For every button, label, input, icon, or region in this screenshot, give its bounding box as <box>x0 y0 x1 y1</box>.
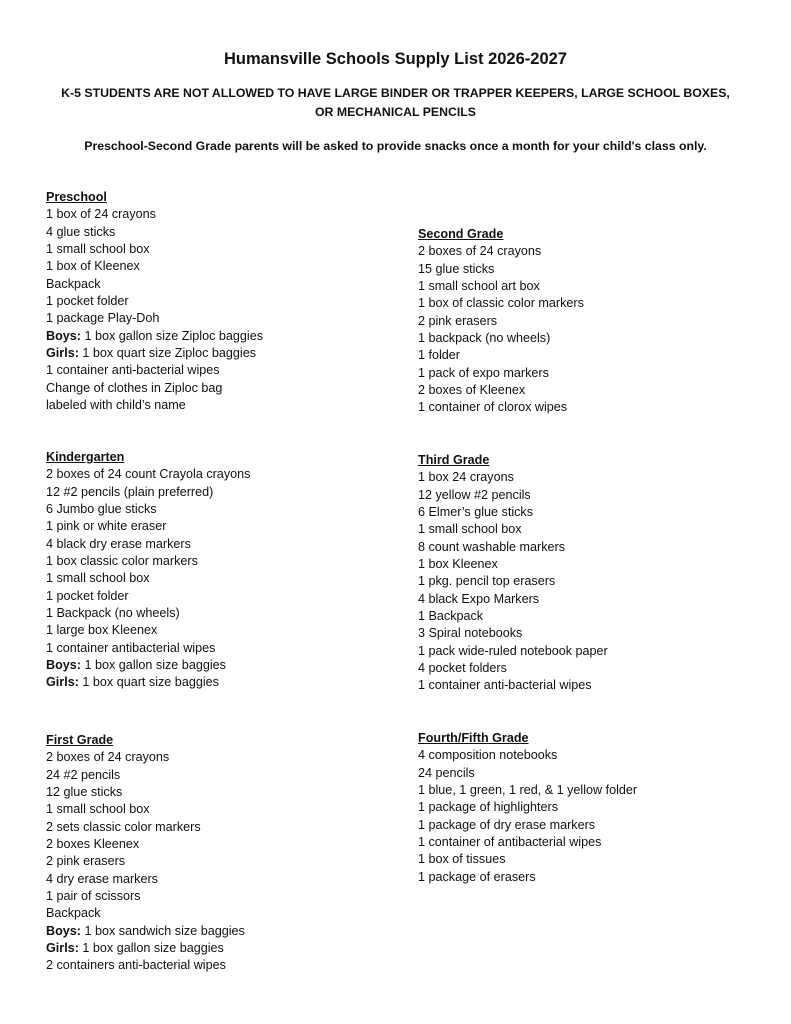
item-text: labeled with child’s name <box>46 398 186 413</box>
restriction-notice: K-5 STUDENTS ARE NOT ALLOWED TO HAVE LARGE BINDER OR TRAPPER KEEPERS, LARGE SCHOOL BOXES, OR MECHANICAL PENCILS <box>61 86 730 119</box>
item-text: 1 package Play-Doh <box>46 311 160 326</box>
section-first-grade <box>46 732 406 975</box>
list-item <box>46 466 406 483</box>
item-text: 2 boxes of 24 crayons <box>46 750 170 765</box>
snack-note: Preschool-Second Grade parents will be asked to provide snacks once a month for your child's class only. <box>84 139 707 153</box>
item-text: 1 pocket folder <box>46 294 129 309</box>
item-text: 1 pack wide-ruled notebook paper <box>418 643 608 658</box>
supply-list <box>46 206 406 414</box>
list-item <box>418 677 778 694</box>
item-text: 1 small school box <box>46 571 150 586</box>
section-title: Kindergarten <box>46 450 125 464</box>
section-title: Preschool <box>46 190 107 204</box>
list-item <box>46 518 406 535</box>
list-item <box>418 487 778 504</box>
list-item <box>418 469 778 486</box>
list-item <box>46 397 406 414</box>
list-item <box>418 782 778 799</box>
item-text: 4 black Expo Markers <box>418 591 540 606</box>
item-text: 24 pencils <box>418 765 475 780</box>
item-text: 1 box 24 crayons <box>418 470 514 485</box>
list-item <box>46 501 406 518</box>
list-item <box>46 241 406 258</box>
list-item <box>418 556 778 573</box>
item-text: 4 composition notebooks <box>418 748 558 763</box>
list-item <box>418 747 778 764</box>
item-text: 3 Spiral notebooks <box>418 626 523 641</box>
list-item <box>418 261 778 278</box>
item-text: 1 box sandwich size baggies <box>81 923 245 938</box>
item-text: 1 container of antibacterial wipes <box>418 835 602 850</box>
item-prefix: Boys: <box>46 328 81 343</box>
item-prefix: Boys: <box>46 923 81 938</box>
list-item <box>46 888 406 905</box>
supply-list <box>46 749 406 974</box>
list-item <box>418 643 778 660</box>
item-prefix: Girls: <box>46 346 79 361</box>
item-text: Change of clothes in Ziploc bag <box>46 380 223 395</box>
list-item <box>418 365 778 382</box>
list-item <box>46 784 406 801</box>
item-text: 6 Elmer’s glue sticks <box>418 505 534 520</box>
list-item <box>418 660 778 677</box>
list-item <box>46 553 406 570</box>
list-item <box>46 674 406 691</box>
list-item <box>46 588 406 605</box>
item-text: 4 dry erase markers <box>46 871 158 886</box>
list-item <box>418 625 778 642</box>
item-text: 1 box classic color markers <box>46 554 198 569</box>
item-text: 2 containers anti-bacterial wipes <box>46 958 226 973</box>
item-text: 1 box quart size Ziploc baggies <box>78 346 257 361</box>
item-text: 2 pink erasers <box>418 313 498 328</box>
item-text: Backpack <box>46 276 101 291</box>
list-item <box>46 923 406 940</box>
item-text: 2 sets classic color markers <box>46 819 201 834</box>
item-text: 2 boxes of 24 count Crayola crayons <box>46 467 251 482</box>
list-item <box>46 570 406 587</box>
list-item <box>418 521 778 538</box>
list-item <box>46 905 406 922</box>
item-text: 2 boxes of Kleenex <box>418 383 526 398</box>
section-kindergarten <box>46 449 406 692</box>
item-text: 1 container antibacterial wipes <box>46 640 216 655</box>
item-text: 12 #2 pencils (plain preferred) <box>46 484 214 499</box>
item-text: 4 glue sticks <box>46 224 116 239</box>
item-text: 24 #2 pencils <box>46 767 121 782</box>
list-item <box>418 539 778 556</box>
supply-list <box>418 243 778 416</box>
supply-list <box>418 469 778 694</box>
list-item <box>418 399 778 416</box>
supply-list <box>46 466 406 691</box>
list-item <box>46 767 406 784</box>
item-text: 4 pocket folders <box>418 661 507 676</box>
list-item <box>418 817 778 834</box>
item-text: 1 box gallon size baggies <box>78 941 224 956</box>
item-text: 6 Jumbo glue sticks <box>46 502 157 517</box>
item-text: 2 boxes Kleenex <box>46 837 140 852</box>
item-text: 12 yellow #2 pencils <box>418 487 531 502</box>
list-item <box>46 310 406 327</box>
item-text: 1 small school art box <box>418 279 540 294</box>
item-text: 1 box of tissues <box>418 852 506 867</box>
section-preschool <box>46 189 406 414</box>
list-item <box>46 345 406 362</box>
item-text: 1 backpack (no wheels) <box>418 331 551 346</box>
list-item <box>46 276 406 293</box>
item-text: 1 box of classic color markers <box>418 296 584 311</box>
list-item <box>46 657 406 674</box>
list-item <box>418 799 778 816</box>
item-text: Backpack <box>46 906 101 921</box>
item-text: 2 boxes of 24 crayons <box>418 244 542 259</box>
item-text: 1 large box Kleenex <box>46 623 158 638</box>
item-text: 1 pocket folder <box>46 588 129 603</box>
list-item <box>46 206 406 223</box>
list-item <box>418 382 778 399</box>
item-text: 1 blue, 1 green, 1 red, & 1 yellow folder <box>418 783 638 798</box>
list-item <box>46 640 406 657</box>
list-item <box>46 380 406 397</box>
list-item <box>418 295 778 312</box>
item-text: 1 pink or white eraser <box>46 519 167 534</box>
section-title: Third Grade <box>418 453 490 467</box>
list-item <box>418 608 778 625</box>
list-item <box>418 834 778 851</box>
list-item <box>46 871 406 888</box>
item-text: 1 pack of expo markers <box>418 365 549 380</box>
item-text: 12 glue sticks <box>46 785 123 800</box>
list-item <box>418 278 778 295</box>
list-item <box>418 591 778 608</box>
item-text: 1 box gallon size Ziploc baggies <box>81 328 264 343</box>
list-item <box>46 801 406 818</box>
list-item <box>46 605 406 622</box>
list-item <box>46 536 406 553</box>
list-item <box>418 869 778 886</box>
item-text: 1 small school box <box>46 802 150 817</box>
section-title: First Grade <box>46 733 114 747</box>
list-item <box>46 749 406 766</box>
list-item <box>46 940 406 957</box>
page-title: Humansville Schools Supply List 2026-2027 <box>224 50 567 68</box>
item-text: 1 Backpack (no wheels) <box>46 606 180 621</box>
list-item <box>46 819 406 836</box>
section-second-grade <box>418 226 778 417</box>
list-item <box>46 328 406 345</box>
item-text: 1 package of erasers <box>418 869 536 884</box>
item-prefix: Girls: <box>46 675 79 690</box>
item-text: 1 folder <box>418 348 461 363</box>
item-text: 1 package of highlighters <box>418 800 559 815</box>
item-text: 1 box gallon size baggies <box>81 658 226 673</box>
list-item <box>418 765 778 782</box>
item-prefix: Boys: <box>46 658 81 673</box>
supply-list <box>418 747 778 886</box>
item-text: 1 container of clorox wipes <box>418 400 568 415</box>
list-item <box>46 362 406 379</box>
item-prefix: Girls: <box>46 941 79 956</box>
list-item <box>46 853 406 870</box>
item-text: 8 count washable markers <box>418 539 565 554</box>
list-item <box>418 347 778 364</box>
item-text: 1 box quart size baggies <box>78 675 219 690</box>
item-text: 1 pair of scissors <box>46 889 141 904</box>
item-text: 1 Backpack <box>418 609 484 624</box>
item-text: 4 black dry erase markers <box>46 536 191 551</box>
list-item <box>46 836 406 853</box>
list-item <box>46 258 406 275</box>
item-text: 1 box of 24 crayons <box>46 207 156 222</box>
list-item <box>46 484 406 501</box>
list-item <box>46 293 406 310</box>
item-text: 1 pkg. pencil top erasers <box>418 574 556 589</box>
item-text: 1 small school box <box>418 522 522 537</box>
item-text: 1 box Kleenex <box>418 557 498 572</box>
list-item <box>418 851 778 868</box>
list-item <box>46 622 406 639</box>
section-title: Fourth/Fifth Grade <box>418 731 529 745</box>
section-fourth-fifth-grade <box>418 730 778 886</box>
section-title: Second Grade <box>418 227 504 241</box>
list-item <box>46 957 406 974</box>
list-item <box>418 504 778 521</box>
list-item <box>418 243 778 260</box>
item-text: 1 container anti-bacterial wipes <box>46 363 220 378</box>
item-text: 1 box of Kleenex <box>46 259 140 274</box>
list-item <box>418 313 778 330</box>
item-text: 2 pink erasers <box>46 854 126 869</box>
list-item <box>46 224 406 241</box>
item-text: 1 small school box <box>46 242 150 257</box>
list-item <box>418 330 778 347</box>
section-third-grade <box>418 452 778 695</box>
item-text: 1 container anti-bacterial wipes <box>418 678 592 693</box>
item-text: 15 glue sticks <box>418 261 495 276</box>
item-text: 1 package of dry erase markers <box>418 817 596 832</box>
list-item <box>418 573 778 590</box>
